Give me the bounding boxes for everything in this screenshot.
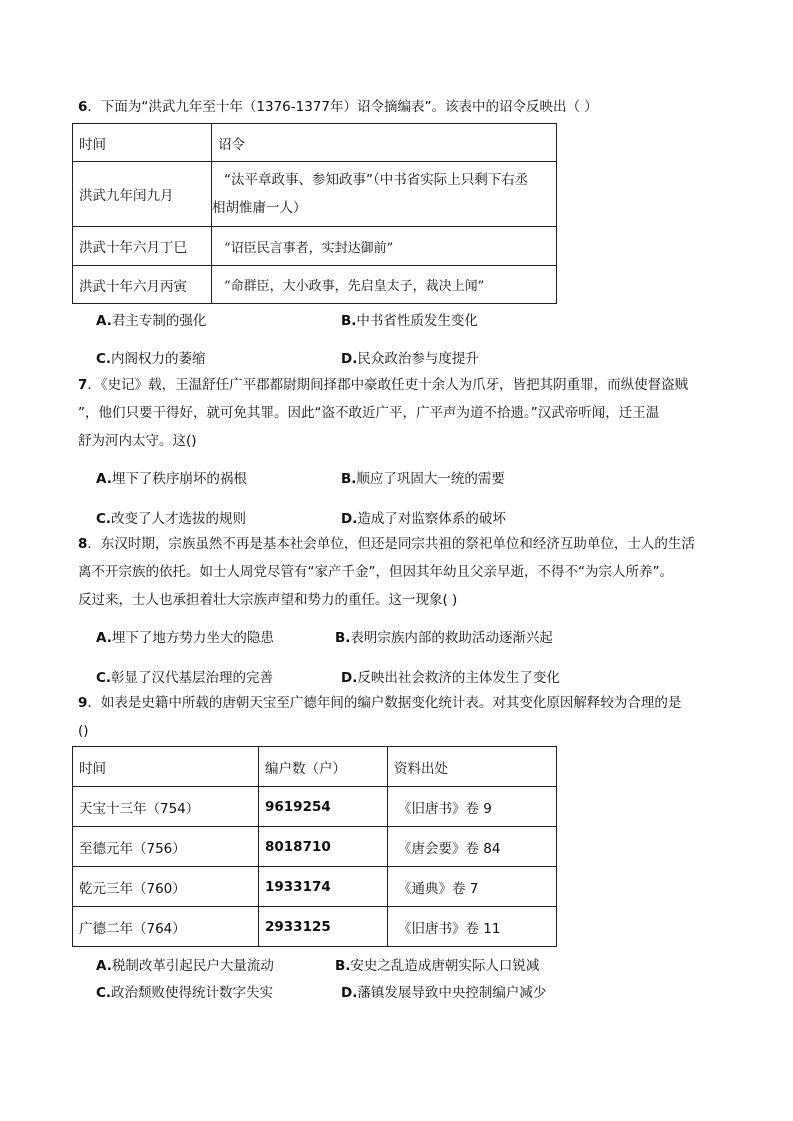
table-header-cell: 诏令: [212, 124, 557, 162]
table-cell: 洪武十年六月丙寅: [73, 266, 212, 304]
option-b[interactable]: [335, 626, 553, 646]
table-cell: “命群臣，大小政事，先启皇太子，裁决上闻”: [212, 266, 557, 304]
option-c[interactable]: [96, 347, 206, 367]
question-8-stem: [78, 530, 718, 614]
table-header-row: [73, 124, 557, 162]
question-6-stem: [78, 95, 598, 115]
option-letter: C.: [96, 351, 112, 367]
question-text: ．下面为“洪武九年至十年（1376-1377年）诏令摘编表”。该表中的诏令反映出（ ）: [87, 99, 598, 115]
question-number: 9: [78, 695, 88, 711]
option-letter: B.: [341, 313, 357, 329]
option-text: 埋下了秩序崩坏的祸根: [111, 471, 247, 487]
table-cell: 至德元年（756）: [73, 827, 259, 867]
option-a[interactable]: [96, 954, 274, 974]
option-d[interactable]: [341, 507, 506, 527]
option-text: 内阁权力的萎缩: [111, 351, 206, 367]
question-9-stem: [78, 689, 718, 745]
table-cell: 9619254: [259, 787, 388, 827]
option-letter: D.: [341, 670, 358, 686]
table-row: [73, 787, 557, 827]
option-c[interactable]: [96, 981, 273, 1001]
table-cell: 洪武十年六月丁巳: [73, 227, 212, 266]
q6-table: [72, 123, 557, 304]
table-cell: 《旧唐书》卷 11: [388, 907, 557, 947]
option-letter: B.: [335, 958, 351, 974]
table-cell: 广德二年（764）: [73, 907, 259, 947]
table-cell: 《通典》卷 7: [388, 867, 557, 907]
option-b[interactable]: [335, 954, 539, 974]
table-row: [73, 227, 557, 266]
option-a[interactable]: [96, 626, 274, 646]
option-text: 顺应了巩固大一统的需要: [356, 471, 505, 487]
option-text: 彰显了汉代基层治理的完善: [111, 670, 274, 686]
option-text: 政治颓败使得统计数字失实: [111, 985, 274, 1001]
option-a[interactable]: [96, 309, 206, 329]
option-letter: D.: [341, 351, 358, 367]
question-7-stem: [78, 371, 718, 455]
table-header-cell: 资料出处: [388, 747, 557, 787]
table-cell: 《旧唐书》卷 9: [388, 787, 557, 827]
option-text: 藩镇发展导致中央控制编户减少: [357, 985, 547, 1001]
table-cell: 8018710: [259, 827, 388, 867]
option-text: 税制改革引起民户大量流动: [111, 958, 274, 974]
option-d[interactable]: [341, 347, 479, 367]
option-letter: D.: [341, 511, 358, 527]
option-letter: D.: [341, 985, 358, 1001]
question-text: 舒为河内太守。这(): [78, 433, 197, 449]
option-letter: C.: [96, 985, 112, 1001]
option-text: 民众政治参与度提升: [357, 351, 479, 367]
question-text: ．《史记》载，王温舒任广平郡都尉期间择郡中豪敢任吏十余人为爪牙，皆把其阴重罪，而纵使督盗贼: [87, 377, 689, 393]
option-letter: A.: [96, 313, 112, 329]
option-text: 中书省性质发生变化: [356, 313, 478, 329]
option-letter: A.: [96, 630, 112, 646]
q9-table: [72, 746, 557, 947]
table-cell: “诏臣民言事者，实封达御前”: [212, 227, 557, 266]
option-d[interactable]: [341, 981, 546, 1001]
option-letter: B.: [335, 630, 351, 646]
table-header-cell: 时间: [73, 747, 259, 787]
question-number: 6: [78, 99, 88, 115]
option-text: 表明宗族内部的救助活动逐渐兴起: [350, 630, 553, 646]
option-letter: B.: [341, 471, 357, 487]
table-row: [73, 867, 557, 907]
cell-line: “汰平章政事、参知政事”（中书省实际上只剩下右丞: [224, 172, 529, 188]
option-b[interactable]: [341, 309, 478, 329]
option-text: 造成了对监察体系的破坏: [357, 511, 506, 527]
option-a[interactable]: [96, 467, 247, 487]
question-text: ．东汉时期，宗族虽然不再是基本社会单位，但还是同宗共祖的祭祀单位和经济互助单位，士人的生活: [87, 536, 695, 552]
option-d[interactable]: [341, 666, 560, 686]
table-row: [73, 827, 557, 867]
table-cell: 乾元三年（760）: [73, 867, 259, 907]
question-text: 反过来，士人也承担着壮大宗族声望和势力的重任。这一现象( ): [78, 592, 458, 608]
table-cell: [212, 162, 557, 227]
option-letter: C.: [96, 670, 112, 686]
option-text: 安史之乱造成唐朝实际人口锐减: [350, 958, 540, 974]
question-text: ”，他们只要干得好，就可免其罪。因此“盗不敢近广平，广平声为道不拾遗。”汉武帝听闻，迁王温: [78, 405, 660, 421]
table-cell: 1933174: [259, 867, 388, 907]
table-header-cell: 时间: [73, 124, 212, 162]
question-text: (): [78, 723, 89, 739]
table-cell: 《唐会要》卷 84: [388, 827, 557, 867]
option-letter: A.: [96, 958, 112, 974]
option-c[interactable]: [96, 666, 273, 686]
cell-line: 相胡惟庸一人）: [212, 200, 307, 216]
option-text: 君主专制的强化: [111, 313, 207, 329]
table-cell: 2933125: [259, 907, 388, 947]
question-number: 7: [78, 377, 88, 393]
table-header-cell: 编户数（户）: [259, 747, 388, 787]
option-letter: C.: [96, 511, 112, 527]
option-text: 埋下了地方势力坐大的隐患: [111, 630, 274, 646]
option-text: 改变了人才选拔的规则: [111, 511, 247, 527]
table-cell: 天宝十三年（754）: [73, 787, 259, 827]
option-letter: A.: [96, 471, 112, 487]
table-row: [73, 266, 557, 304]
question-text: ．如表是史籍中所载的唐朝天宝至广德年间的编户数据变化统计表。对其变化原因解释较为合理的是: [87, 695, 682, 711]
table-row: [73, 907, 557, 947]
option-c[interactable]: [96, 507, 246, 527]
question-text: 离不开宗族的依托。如士人周党尽管有“家产千金”，但因其年幼且父亲早逝，不得不“为宗人所养”。: [78, 564, 673, 580]
option-text: 反映出社会救济的主体发生了变化: [357, 670, 560, 686]
question-number: 8: [78, 536, 88, 552]
table-header-row: [73, 747, 557, 787]
option-b[interactable]: [341, 467, 505, 487]
table-row: [73, 162, 557, 227]
table-cell: 洪武九年闰九月: [73, 162, 212, 227]
